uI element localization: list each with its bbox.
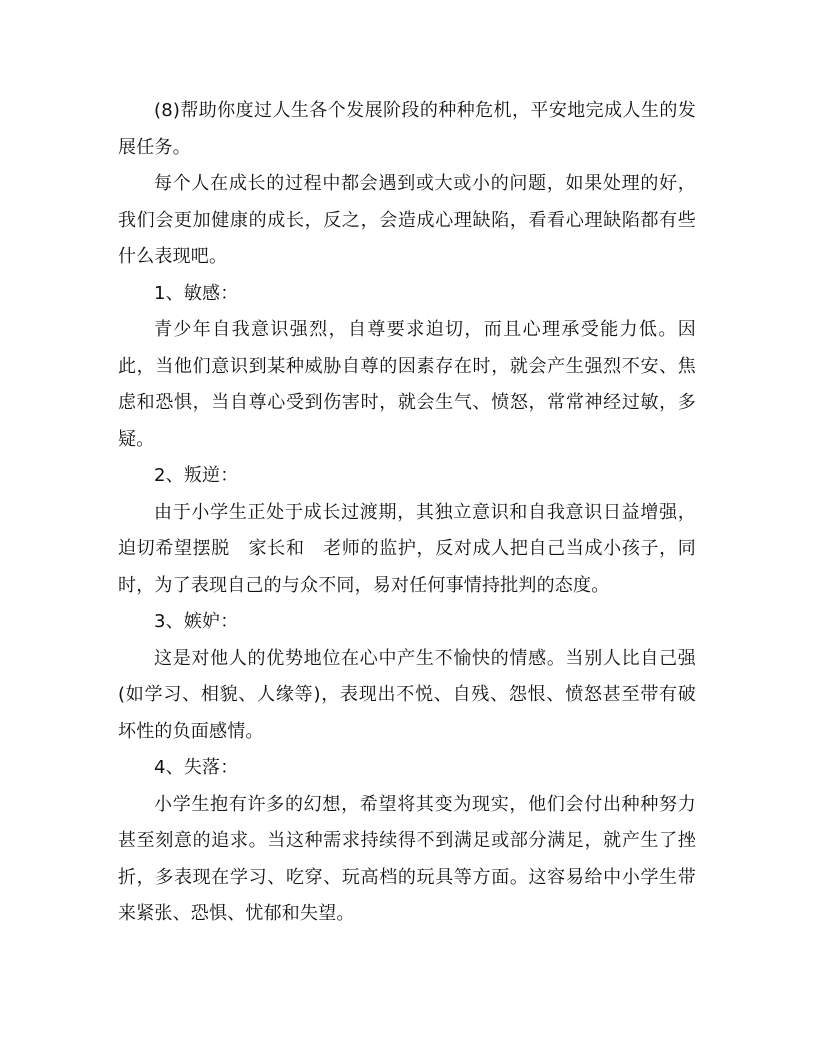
paragraph-crisis-help: (8)帮助你度过人生各个发展阶段的种种危机，平安地完成人生的发展任务。 <box>118 100 696 158</box>
paragraph-sensitive: 青少年自我意识强烈，自尊要求迫切，而且心理承受能力低。因此，当他们意识到某种威胁自尊的因素存在时，就会产生强烈不安、焦虑和恐惧，当自尊心受到伤害时，就会生气、愤怒，常常神经过敏，多疑。 <box>118 319 696 450</box>
paragraph-intro: 每个人在成长的过程中都会遇到或大或小的问题，如果处理的好，我们会更加健康的成长，反之，会造成心理缺陷，看看心理缺陷都有些什么表现吧。 <box>118 173 696 267</box>
paragraph-jealousy: 这是对他人的优势地位在心中产生不愉快的情感。当别人比自己强(如学习、相貌、人缘等)，表现出不悦、自残、怨恨、愤怒甚至带有破坏性的负面感情。 <box>118 647 696 742</box>
heading-sensitive: 1、敏感： <box>154 282 239 304</box>
paragraph-rebellious: 由于小学生正处于成长过渡期，其独立意识和自我意识日益增强，迫切希望摆脱 家长和 老师的监护，反对成人把自己当成小孩子，同时，为了表现自己的与众不同，易对任何事情持批判的态度。 <box>118 501 696 596</box>
heading-jealousy: 3、嫉妒： <box>154 611 239 632</box>
paragraph-loss: 小学生抱有许多的幻想，希望将其变为现实，他们会付出种种努力甚至刻意的追求。当这种需求持续得不到满足或部分满足，就产生了挫折，多表现在学习、吃穿、玩高档的玩具等方面。这容易给中小学生带来紧张、恐惧、忧郁和失望。 <box>118 793 696 924</box>
document-body <box>118 93 696 933</box>
heading-rebellious: 2、叛逆： <box>154 465 239 486</box>
heading-loss: 4、失落： <box>154 757 239 778</box>
